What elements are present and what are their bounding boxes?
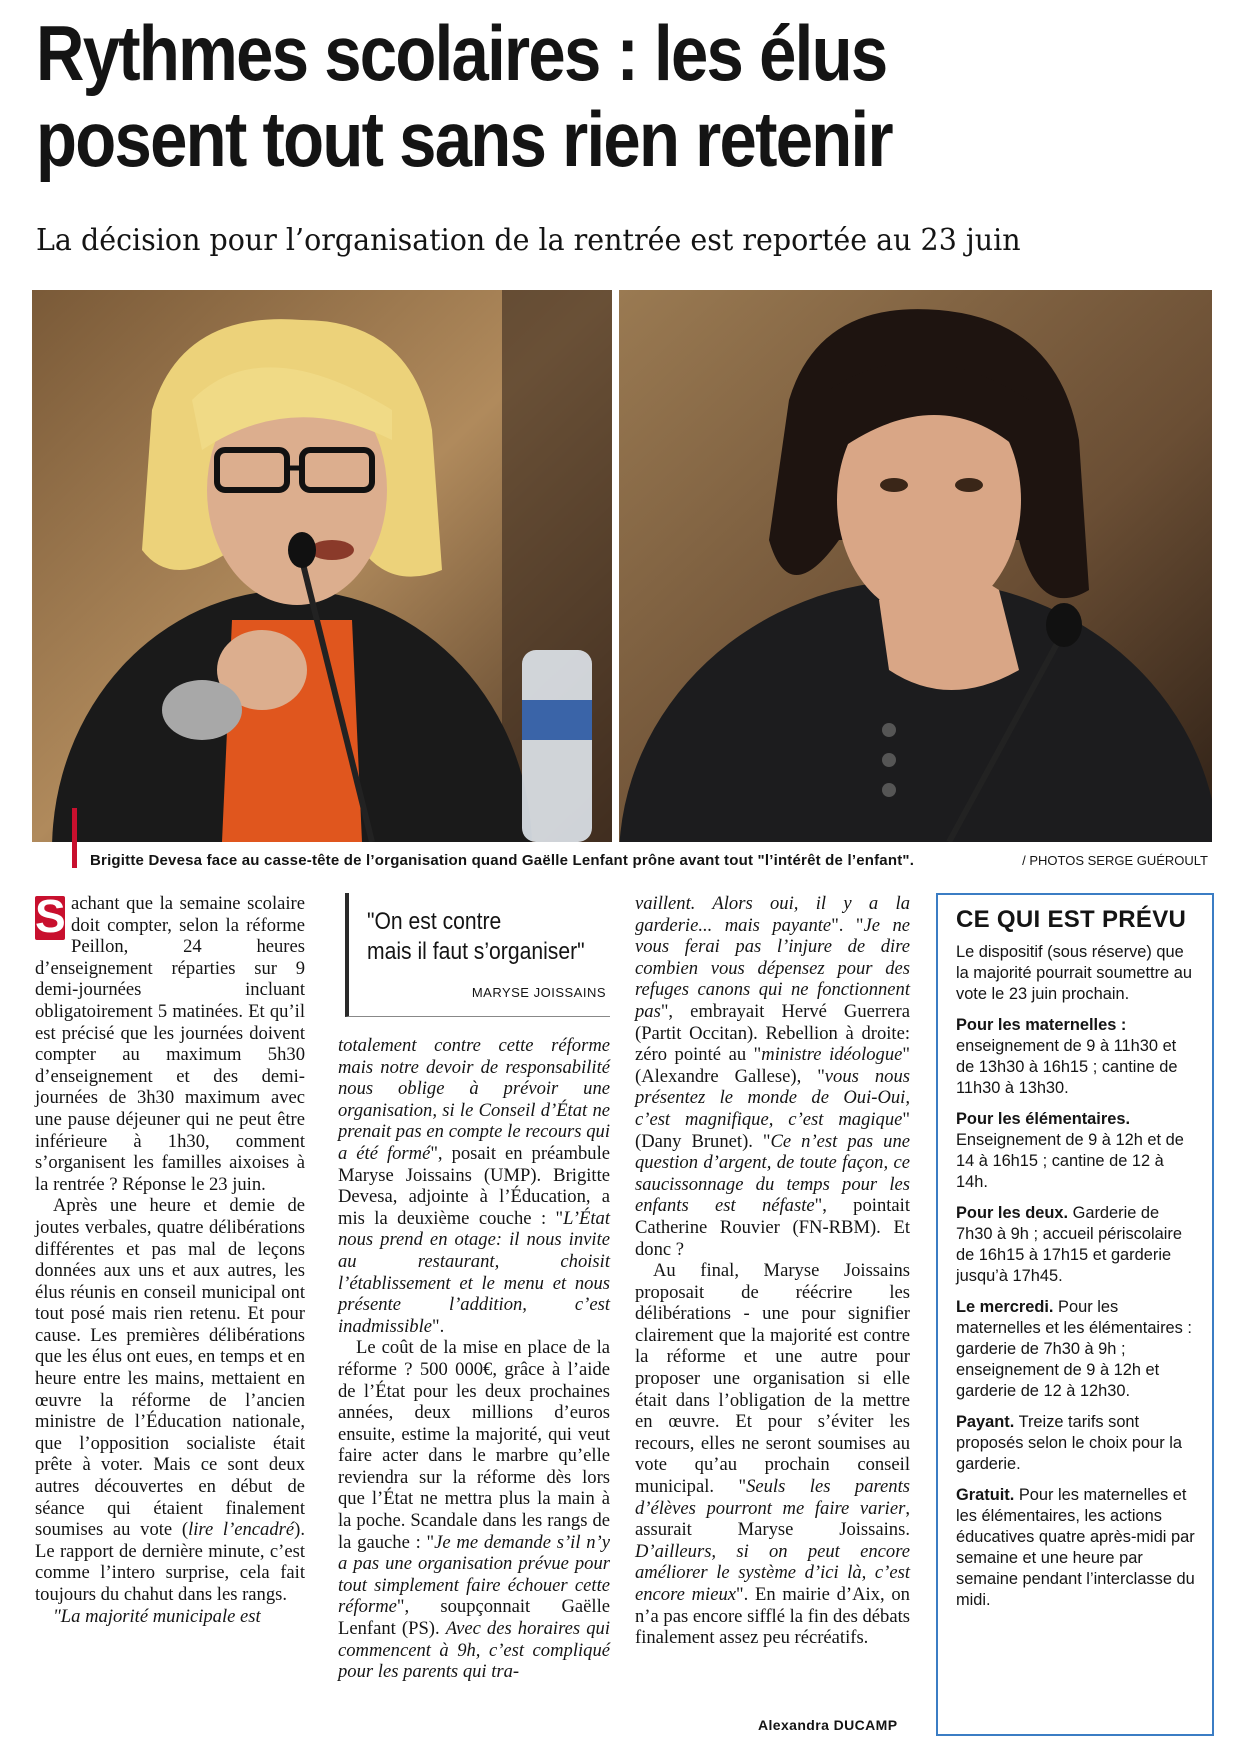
subheadline: La décision pour l’organisation de la rentrée est reportée au 23 juin	[36, 223, 1021, 258]
pull-quote-line-2: mais il faut s’organiser"	[367, 938, 585, 965]
article-paragraph: Après une heure et demie de joutes verbales, quatre délibérations différentes et pas mal de leçons données aux uns et aux autres, les élus réunis en conseil municipal ont tout posé mais rien retenu. Et pour cause. Les premières délibérations que les élus ont eues, en temps et en heure entre les mains, mettaient en œuvre la réforme de l’ancien ministre de l’Éducation nationale, que l’opposition socialiste était prête à voter. Mais ce sont deux autres découvertes en début de séance qui étaient finalement soumises au vote (lire l’encadré). Le rapport de dernière minute, c’est comme l’intero surprise, cela fait toujours du chahut dans les rangs.	[35, 1195, 305, 1605]
sidebar-intro: Le dispositif (sous réserve) que la majorité pourrait soumettre au vote le 23 juin prochain.	[956, 943, 1192, 1003]
headline	[36, 10, 1051, 182]
sidebar-item: Le mercredi. Pour les maternelles et les élémentaires : garderie de 7h30 à 9h ; enseignement de 9 à 12h et garderie de 12 à 12h30.	[956, 1298, 1192, 1400]
photo-credit: / PHOTOS SERGE GUÉROULT	[1022, 853, 1208, 868]
article-paragraph: "La majorité municipale est	[53, 1605, 261, 1627]
pull-quote	[345, 893, 610, 1017]
sidebar-ce-qui-est-prevu	[936, 893, 1214, 1736]
photo-caption: Brigitte Devesa face au casse-tête de l’organisation quand Gaëlle Lenfant prône avant tout "l’intérêt de l’enfant".	[90, 852, 915, 869]
sidebar-item: Pour les deux. Garderie de 7h30 à 9h ; accueil périscolaire de 16h15 à 17h15 et garderie jusqu’à 17h45.	[956, 1204, 1182, 1285]
sidebar-item: Pour les maternelles : enseignement de 9 à 11h30 et de 13h30 à 16h15 ; cantine de 11h30 à 13h30.	[956, 1016, 1178, 1097]
photo-gaelle-lenfant	[619, 290, 1212, 842]
drop-cap: S	[35, 890, 66, 942]
article-paragraph: S achant que la semaine scolaire doit compter, selon la réforme Peillon, 24 heures d’enseignement réparties sur 9 demi-journées incluant obligatoirement 5 matinées. Et qu’il est précisé que les journées doivent compter au maximum 5h30 d’enseignement et des demi-journées de 3h30 maximum avec une pause déjeuner qui ne peut être inférieure à 1h30, comment s’organisent les familles aixoises à la rentrée ? Réponse le 23 juin.	[35, 890, 305, 1195]
article-paragraph: Au final, Maryse Joissains proposait de réécrire les délibérations - une pour signifier clairement que la majorité est contre la réforme et une autre pour proposer une organisation si elle était dans l’obligation de la mettre en œuvre. Et pour s’éviter les recours, elles ne seront soumises au vote qu’au prochain conseil municipal. "Seuls les parents d’élèves pourront me faire varier, assurait Maryse Joissains. D’ailleurs, si on peut encore améliorer le système d’ici là, c’est encore mieux". En mairie d’Aix, on n’a pas encore sifflé la fin des débats finalement assez peu récréatifs.	[635, 1260, 910, 1649]
caption-accent-bar	[72, 808, 77, 868]
pull-quote-line-1: "On est contre	[367, 908, 502, 935]
photo-brigitte-devesa	[32, 290, 612, 842]
sidebar-item: Pour les élémentaires. Enseignement de 9 à 12h et de 14 à 16h15 ; cantine de 12 à 14h.	[956, 1110, 1184, 1191]
article-paragraph: Le coût de la mise en place de la réforme ? 500 000€, grâce à l’aide de l’État pour les deux prochaines années, deux millions d’euros ensuite, estime la majorité, qui veut faire acter dans le marbre qu’elle reviendra sur la réforme dès lors que l’État ne mettra plus la main à la poche. Scandale dans les rangs de la gauche : "Je me demande s’il n’y a pas une organisation prévue pour tout simplement faire échouer cette réforme", soupçonnait Gaëlle Lenfant (PS). Avec des horaires qui commencent à 9h, c’est compliqué pour les parents qui tra-	[338, 1337, 610, 1683]
article-column-2	[338, 1035, 610, 1683]
headline-line-1: Rythmes scolaires : les élus	[36, 9, 887, 97]
article-paragraph: totalement contre cette réforme mais notre devoir de responsabilité nous oblige à prévoir une organisation, si le Conseil d’État ne prenait pas en compte le recours qui a été formé", posait en préambule Maryse Joissains (UMP). Brigitte Devesa, adjointe à l’Éducation, a mis la deuxième couche : "L’État nous prend en otage: il nous invite au restaurant, choisit l’établissement et le menu et nous présente l’addition, c’est inadmissible".	[338, 1035, 610, 1337]
article-author: Alexandra DUCAMP	[758, 1717, 898, 1733]
photo-left	[32, 290, 612, 842]
headline-line-2: posent tout sans rien retenir	[36, 95, 892, 183]
sidebar-item: Gratuit. Pour les maternelles et les élémentaires, les actions éducatives quatre après-midi par semaine et une heure par semaine pendant l’interclasse du midi.	[956, 1486, 1195, 1609]
photo-right	[619, 290, 1212, 842]
article-column-1	[35, 890, 305, 1627]
article-column-3	[635, 893, 910, 1649]
sidebar-item: Payant. Treize tarifs sont proposés selon le choix pour la garderie.	[956, 1413, 1182, 1473]
sidebar-title: CE QUI EST PRÉVU	[956, 906, 1187, 933]
article-paragraph: vaillent. Alors oui, il y a la garderie... mais payante". "Je ne vous ferai pas l’injure de dire combien vous dépensez pour des refuges canons qui ne fonctionnent pas", embrayait Hervé Guerrera (Partit Occitan). Rebellion à droite: zéro pointé au "ministre idéologue" (Alexandre Gallese), "vous nous présentez le monde de Oui-Oui, c’est magnifique, c’est magique" (Dany Brunet). "Ce n’est pas une question d’argent, de toute façon, ce saucissonnage du temps pour les enfants est néfaste", pointait Catherine Rouvier (FN-RBM). Et donc ?	[635, 893, 910, 1260]
pull-quote-author: MARYSE JOISSAINS	[471, 985, 606, 1000]
